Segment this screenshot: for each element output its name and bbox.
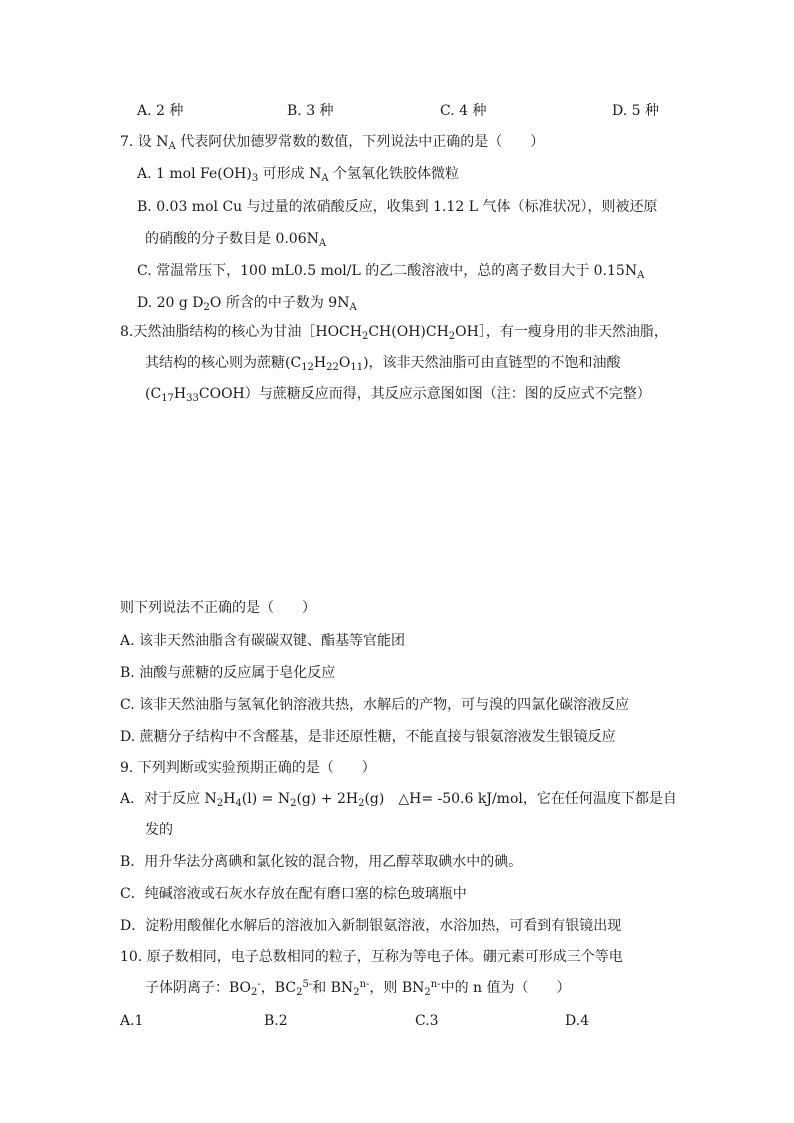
q8-option-c: C. 该非天然油脂与氢氧化钠溶液共热，水解后的产物，可与溴的四氯化碳溶液反应 <box>120 697 630 713</box>
q8-stem-line3: $(C_{17}H_{33}COOH)$与蔗糖反应而得，其反应示意图如图（注：图的反应式不完整） <box>145 386 651 404</box>
q9-option-a-line1: A．对于反应 $N_2H_4(l) = N_2(g) + 2H_2(g)$ △H= -50.6 kJ/mol，它在任何温度下都是自 <box>120 791 677 809</box>
q8-question: 则下列说法不正确的是（ ） <box>120 600 316 616</box>
q8-option-d: D. 蔗糖分子结构中不含醛基，是非还原性糖，不能直接与银氨溶液发生银镜反应 <box>120 729 616 745</box>
q6-option-d: D. 5 种 <box>612 103 659 119</box>
q10-option-c: C.3 <box>415 1013 439 1029</box>
q8-option-b: B. 油酸与蔗糖的反应属于皂化反应 <box>120 665 336 681</box>
q6-option-b: B. 3 种 <box>287 103 334 119</box>
q8-stem-line2: 其结构的核心则为蔗糖$(C_{12}H_{22}O_{11})$，该非天然油脂可由直链型的不饱和油酸 <box>145 355 621 373</box>
q10-option-b: B.2 <box>264 1013 288 1029</box>
q8-stem-line1: 8.天然油脂结构的核心为甘油$[HOCH_2CH(OH)CH_2OH]$，有一瘦身用的非天然油脂， <box>120 324 668 342</box>
q7-option-c: C. 常温常压下，100 mL0.5 mol/L 的乙二酸溶液中，总的离子数目大于 $0.15N_A$ <box>137 263 645 281</box>
q10-option-d: D.4 <box>565 1013 590 1029</box>
q7-option-d: D. 20 g $D_2O$ 所含的中子数为 $9N_A$ <box>137 295 357 313</box>
q10-stem-line1: 10. 原子数相同，电子总数相同的粒子，互称为等电子体。硼元素可形成三个等电 <box>120 949 623 965</box>
q6-option-a: A. 2 种 <box>137 103 184 119</box>
q10-option-a: A.1 <box>120 1013 144 1029</box>
q9-option-d: D．淀粉用酸催化水解后的溶液加入新制银氨溶液，水浴加热，可看到有银镜出现 <box>120 918 622 934</box>
q7-option-a: A. 1 mol $Fe(OH)_3$ 可形成 $N_A$ 个氢氧化铁胶体微粒 <box>137 166 460 184</box>
q8-option-a: A. 该非天然油脂含有碳碳双键、酯基等官能团 <box>120 633 406 649</box>
q9-option-a-line2: 发的 <box>145 822 173 838</box>
q10-stem-line2: 子体阴离子：$BO_2^-$，$BC_2^{5-}$和 $BN_2^{n-}$，则 $BN_2^{n-}$中的 n 值为（ ） <box>145 979 571 998</box>
q9-stem: 9. 下列判断或实验预期正确的是（ ） <box>120 760 376 776</box>
q9-option-c: C．纯碱溶液或石灰水存放在配有磨口塞的棕色玻璃瓶中 <box>120 886 467 902</box>
q9-option-b: B．用升华法分离碘和氯化铵的混合物，用乙醇萃取碘水中的碘。 <box>120 854 523 870</box>
q7-option-b-line1: B. 0.03 mol Cu 与过量的浓硝酸反应，收集到 1.12 L 气体（标准状况），则被还原 <box>137 199 658 215</box>
q6-option-c: C. 4 种 <box>440 103 487 119</box>
q7-stem: 7. 设 $N_A$ 代表阿伏加德罗常数的数值，下列说法中正确的是（ ） <box>120 134 545 152</box>
q7-option-b-line2: 的硝酸的分子数目是 $0.06N_A$ <box>145 231 327 249</box>
